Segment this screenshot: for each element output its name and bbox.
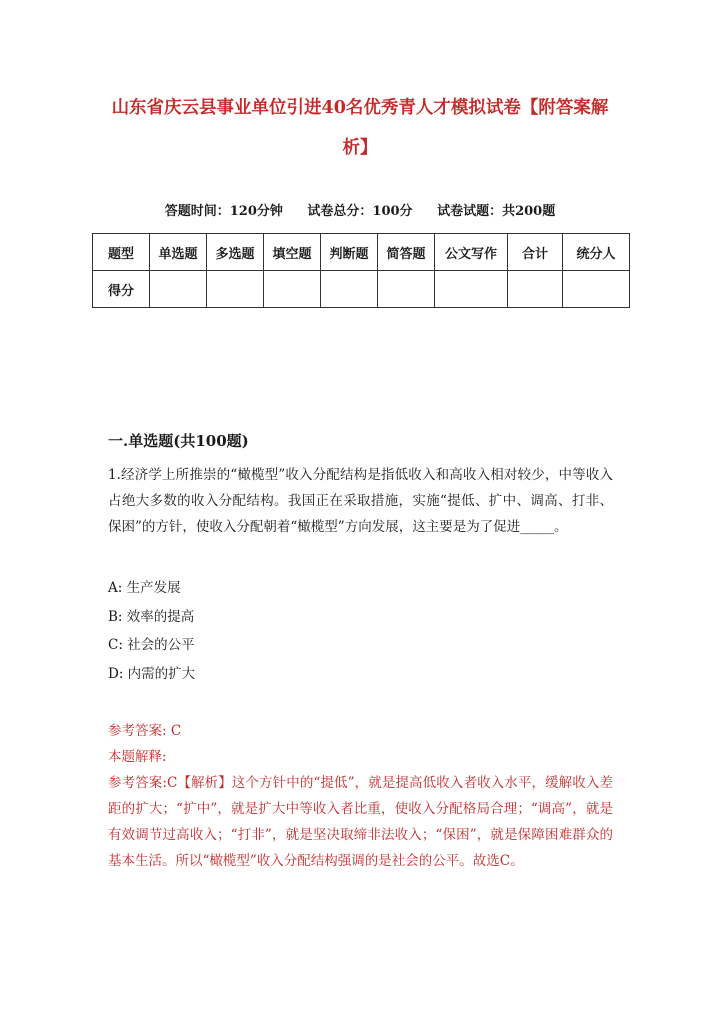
option-a: A: 生产发展 xyxy=(108,580,181,596)
exam-meta xyxy=(0,200,720,219)
score-table xyxy=(92,233,630,308)
score-table-header-row xyxy=(93,234,630,271)
analysis-label: 本题解释: xyxy=(108,749,167,765)
score-header-cell: 公文写作 xyxy=(435,234,508,271)
answer-explanation: 参考答案:C【解析】这个方针中的“提低”，就是提高低收入者收入水平，缓解收入差距的扩大；“扩中”，就是扩大中等收入者比重，使收入分配格局合理；“调高”，就是有效调节过高收入；“打非”，就是坚决取缔非法收入；“保困”，就是保障困难群众的基本生活。所以“橄榄型”收入分配结构强调的是社会的公平。故选C。 xyxy=(108,775,613,869)
page-title: 山东省庆云县事业单位引进40名优秀青人才模拟试卷【附答案解析】 xyxy=(111,98,609,158)
score-header-cell: 判断题 xyxy=(321,234,378,271)
score-cell-fill-blank[interactable] xyxy=(264,271,321,308)
score-header-cell: 单选题 xyxy=(150,234,207,271)
score-cell-true-false[interactable] xyxy=(321,271,378,308)
exam-total-score: 试卷总分：100分 xyxy=(307,204,413,219)
answer-block xyxy=(108,718,613,874)
score-header-cell: 多选题 xyxy=(207,234,264,271)
score-cell-scorer[interactable] xyxy=(563,271,630,308)
score-header-cell: 填空题 xyxy=(264,234,321,271)
question-stem: 1.经济学上所推崇的“橄榄型”收入分配结构是指低收入和高收入相对较少，中等收入占绝大多数的收入分配结构。我国正在采取措施，实施“提低、扩中、调高、打非、保困”的方针，使收入分配朝着“橄榄型”方向发展，这主要是为了促进_____。 xyxy=(108,467,613,535)
score-header-cell: 合计 xyxy=(508,234,563,271)
score-cell-document-writing[interactable] xyxy=(435,271,508,308)
exam-question-count: 试卷试题：共200题 xyxy=(437,204,556,219)
score-row-label: 得分 xyxy=(93,271,150,308)
score-header-cell: 统分人 xyxy=(563,234,630,271)
section-heading: 一.单选题(共100题) xyxy=(108,432,249,450)
score-table-score-row xyxy=(93,271,630,308)
answer-options xyxy=(108,574,195,688)
option-b: B: 效率的提高 xyxy=(108,608,195,625)
option-c: C: 社会的公平 xyxy=(108,637,195,653)
option-d: D: 内需的扩大 xyxy=(108,665,196,682)
exam-time: 答题时间：120分钟 xyxy=(164,204,283,219)
score-cell-short-answer[interactable] xyxy=(378,271,435,308)
score-cell-single-choice[interactable] xyxy=(150,271,207,308)
score-header-cell: 简答题 xyxy=(378,234,435,271)
score-header-cell: 题型 xyxy=(93,234,150,271)
score-cell-total[interactable] xyxy=(508,271,563,308)
reference-answer: 参考答案: C xyxy=(108,723,182,739)
score-cell-multiple-choice[interactable] xyxy=(207,271,264,308)
